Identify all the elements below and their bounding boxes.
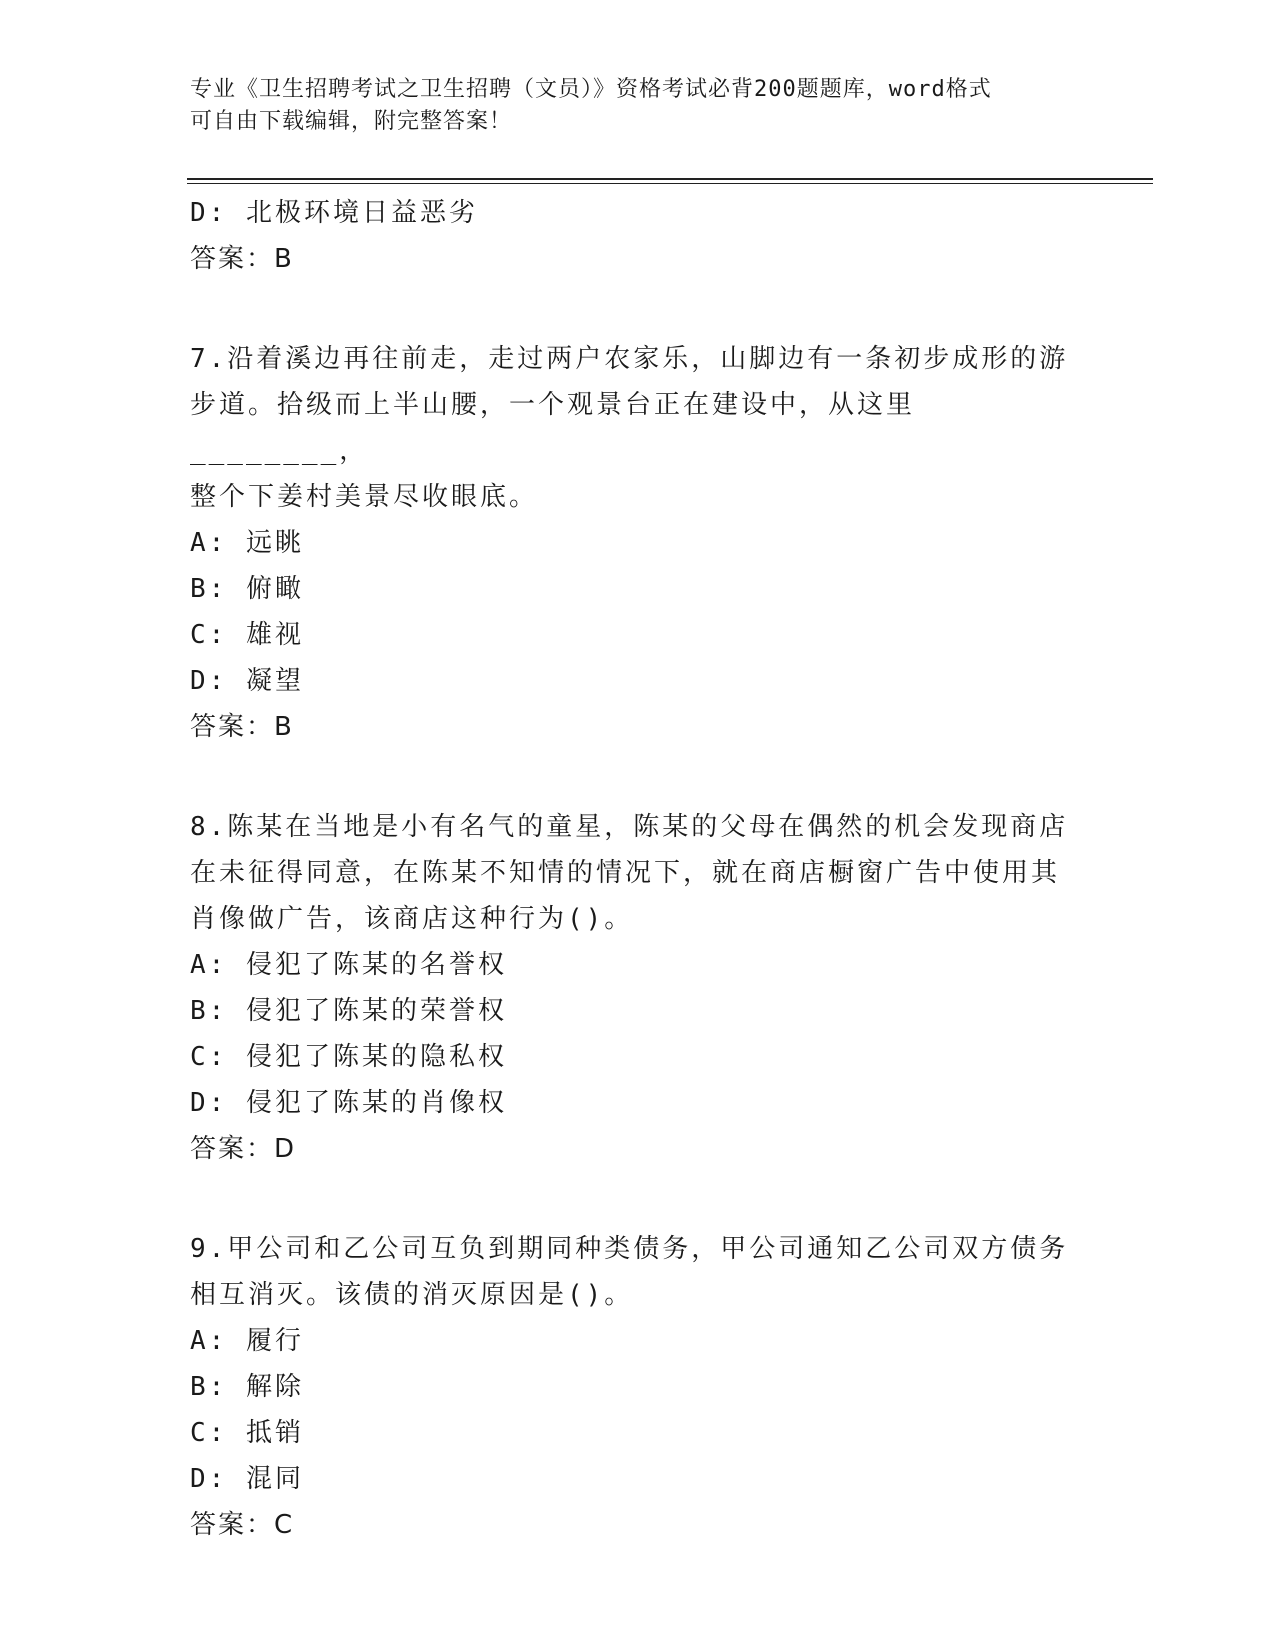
option-d: D: 凝望 bbox=[190, 666, 304, 696]
question-text-line: 相互消灭。该债的消灭原因是()。 bbox=[190, 1280, 634, 1310]
question-text-line: 7.沿着溪边再往前走，走过两户农家乐，山脚边有一条初步成形的游 bbox=[190, 344, 1069, 374]
question-text-line: 步道。拾级而上半山腰，一个观景台正在建设中，从这里________， bbox=[190, 390, 916, 466]
question-text-line: 肖像做广告，该商店这种行为()。 bbox=[190, 904, 634, 934]
question-text-line: 在未征得同意，在陈某不知情的情况下，就在商店橱窗广告中使用其 bbox=[190, 858, 1061, 888]
answer-line: 答案：C bbox=[190, 1510, 295, 1540]
option-a: A: 远眺 bbox=[190, 528, 304, 558]
option-b: B: 俯瞰 bbox=[190, 574, 304, 604]
option-c: C: 侵犯了陈某的隐私权 bbox=[190, 1042, 507, 1072]
question-text-line: 8.陈某在当地是小有名气的童星，陈某的父母在偶然的机会发现商店 bbox=[190, 812, 1069, 842]
header-divider-thick bbox=[187, 178, 1153, 180]
document-header bbox=[190, 74, 1070, 138]
answer-line: 答案：B bbox=[190, 244, 294, 274]
option-d: D: 混同 bbox=[190, 1464, 304, 1494]
document-body bbox=[190, 190, 1090, 1548]
answer-line: 答案：D bbox=[190, 1134, 297, 1164]
option-c: C: 抵销 bbox=[190, 1418, 304, 1448]
option-d: D: 北极环境日益恶劣 bbox=[190, 198, 478, 228]
question-8 bbox=[190, 804, 1090, 1172]
previous-question-tail bbox=[190, 190, 1090, 282]
option-c: C: 雄视 bbox=[190, 620, 304, 650]
option-b: B: 侵犯了陈某的荣誉权 bbox=[190, 996, 507, 1026]
option-d: D: 侵犯了陈某的肖像权 bbox=[190, 1088, 507, 1118]
question-text-line: 9.甲公司和乙公司互负到期同种类债务，甲公司通知乙公司双方债务 bbox=[190, 1234, 1069, 1264]
question-7 bbox=[190, 336, 1090, 750]
question-9 bbox=[190, 1226, 1090, 1548]
option-a: A: 履行 bbox=[190, 1326, 304, 1356]
header-line-1: 专业《卫生招聘考试之卫生招聘（文员）》资格考试必背200题题库，word格式 bbox=[190, 77, 992, 102]
question-text-line: 整个下姜村美景尽收眼底。 bbox=[190, 482, 539, 512]
option-b: B: 解除 bbox=[190, 1372, 304, 1402]
header-divider-thin bbox=[187, 183, 1153, 184]
header-line-2: 可自由下载编辑，附完整答案！ bbox=[190, 109, 513, 134]
answer-line: 答案：B bbox=[190, 712, 294, 742]
option-a: A: 侵犯了陈某的名誉权 bbox=[190, 950, 507, 980]
